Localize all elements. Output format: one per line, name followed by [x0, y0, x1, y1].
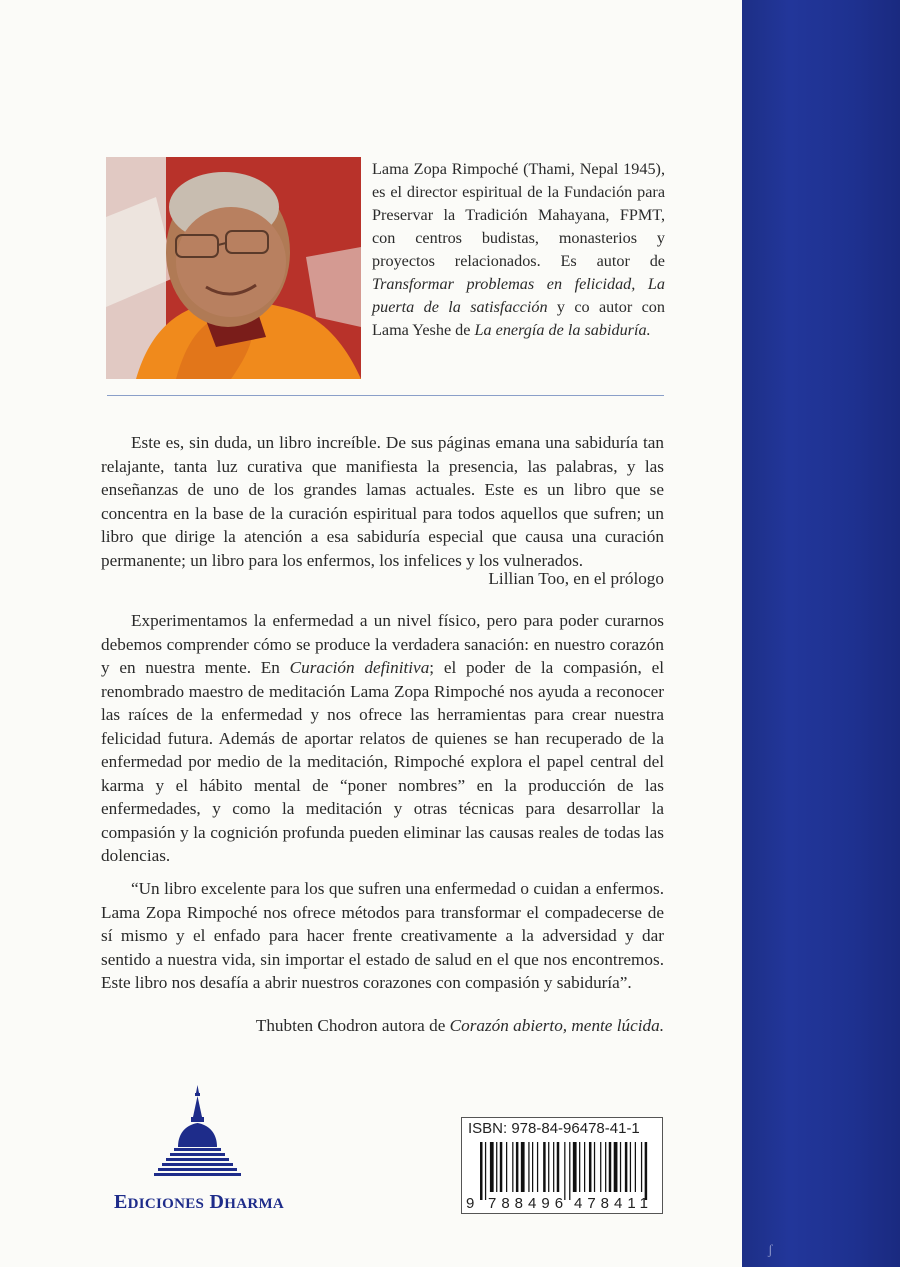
barcode-bar: [516, 1142, 519, 1192]
barcode-bar: [490, 1142, 494, 1192]
barcode-bar: [584, 1142, 585, 1192]
barcode-bar: [569, 1142, 570, 1200]
review-quote: “Un libro excelente para los que sufren una enfermedad o cuidan a enfermos. Lama Zopa Rimpoché nos ofrece métodos para transformar el compadecerse de sí mismo y el enfado para hacer frente creativamente a la adversidad y dar sentido a nuestra vida, sin importar el estado de salud en el que nos encontremos. Este libro nos desafía a abrir nuestros corazones con compasión y sabiduría”.: [101, 879, 664, 992]
barcode-bar: [480, 1142, 483, 1200]
publisher-name: EDICIONES DHARMA: [113, 1191, 285, 1213]
barcode-bar: [500, 1142, 503, 1192]
barcode-bar: [630, 1142, 631, 1192]
barcode-bar: [528, 1142, 529, 1192]
barcode-bar: [579, 1142, 580, 1192]
spine-mark: ʃ: [768, 1243, 773, 1258]
barcode-bar: [645, 1142, 648, 1200]
book-spine: [742, 0, 900, 1267]
book-title: Curación definitiva: [289, 658, 430, 677]
isbn-label: ISBN: 978-84-96478-41-1: [468, 1120, 640, 1137]
barcode-bar: [605, 1142, 606, 1192]
barcode-bar: [532, 1142, 533, 1192]
barcode-digits-right: 478411: [574, 1195, 653, 1210]
barcode-bar: [485, 1142, 486, 1200]
barcode-bar: [553, 1142, 554, 1192]
barcode-bar: [496, 1142, 497, 1192]
barcode-bar: [620, 1142, 621, 1192]
barcode-bar: [573, 1142, 577, 1192]
barcode-bar: [635, 1142, 636, 1192]
barcode-bar: [614, 1142, 618, 1192]
co-authored-book: La energía de la sabiduría.: [474, 321, 651, 339]
review-attribution: Thubten Chodron autora de Corazón abierto, mente lúcida.: [255, 1016, 664, 1035]
barcode-bars: [466, 1142, 658, 1210]
barcode-bar: [594, 1142, 595, 1192]
barcode-bar: [564, 1142, 565, 1200]
author-bio: Lama Zopa Rimpoché (Thami, Nepal 1945), es el director espiritual de la Fundación para Preservar la Tradición Mahayana, FPMT, con centros budistas, monasterios y proyectos relacionados. Es autor de Transformar problemas en felicidad, La puerta de la satisfacción y co autor con Lama Yeshe de La energía de la sabiduría.: [372, 160, 665, 339]
book-description: Experimentamos la enfermedad a un nivel físico, pero para poder curarnos debemos comprender cómo se produce la verdadera sanación: en nuestro corazón y en nuestra mente. En Curación definitiva; el poder de la compasión, el renombrado maestro de meditación Lama Zopa Rimpoché nos ayuda a reconocer las raíces de la enfermedad y nos ofrece las herramientas para crear nuestra felicidad futura. Además de aportar relatos de quienes se han recuperado de la enfermedad por medio de la meditación, Rimpoché explora el papel central del karma y el hábito mental de “poner nombres” en la producción de las enfermedades, y como la meditación y otras técnicas para desarrollar la compasión y la cognición profunda pueden eliminar las causas reales de todas las dolencias.: [101, 611, 664, 865]
barcode-digits-left: 788496: [488, 1195, 569, 1210]
barcode-bar: [609, 1142, 612, 1192]
barcode-bar: [543, 1142, 546, 1192]
barcode-bar: [625, 1142, 628, 1192]
endorsement-quote: Este es, sin duda, un libro increíble. De sus páginas emana una sabiduría tan relajante, tanta luz curativa que manifiesta la presencia, las palabras, y las enseñanzas de uno de los grandes lamas actuales. Este es un libro que se concentra en la base de la curación espiritual para todos aquellos que sufren; un libro que dirige la atención a esa sabiduría especial que causa una curación permanente; un libro para los enfermos, los infelices y los vulnerados.: [101, 433, 664, 570]
stupa-logo-icon: [150, 1085, 245, 1185]
divider-line: [107, 395, 664, 396]
isbn-barcode: [461, 1117, 663, 1214]
barcode-bar: [537, 1142, 538, 1192]
barcode-bar: [512, 1142, 513, 1192]
endorsement-attribution: Lillian Too, en el prólogo: [488, 569, 664, 588]
author-books: Transformar problemas en felicidad, La puerta de la satisfacción: [372, 275, 665, 316]
barcode-bar: [589, 1142, 592, 1192]
barcode-bar: [548, 1142, 549, 1192]
author-photo: [106, 157, 361, 379]
barcode-bar: [521, 1142, 525, 1192]
barcode-bar: [557, 1142, 560, 1192]
barcode-bar: [641, 1142, 642, 1192]
barcode-digit-first: 9: [466, 1195, 475, 1210]
barcode-bar: [600, 1142, 601, 1192]
barcode-bar: [506, 1142, 507, 1192]
